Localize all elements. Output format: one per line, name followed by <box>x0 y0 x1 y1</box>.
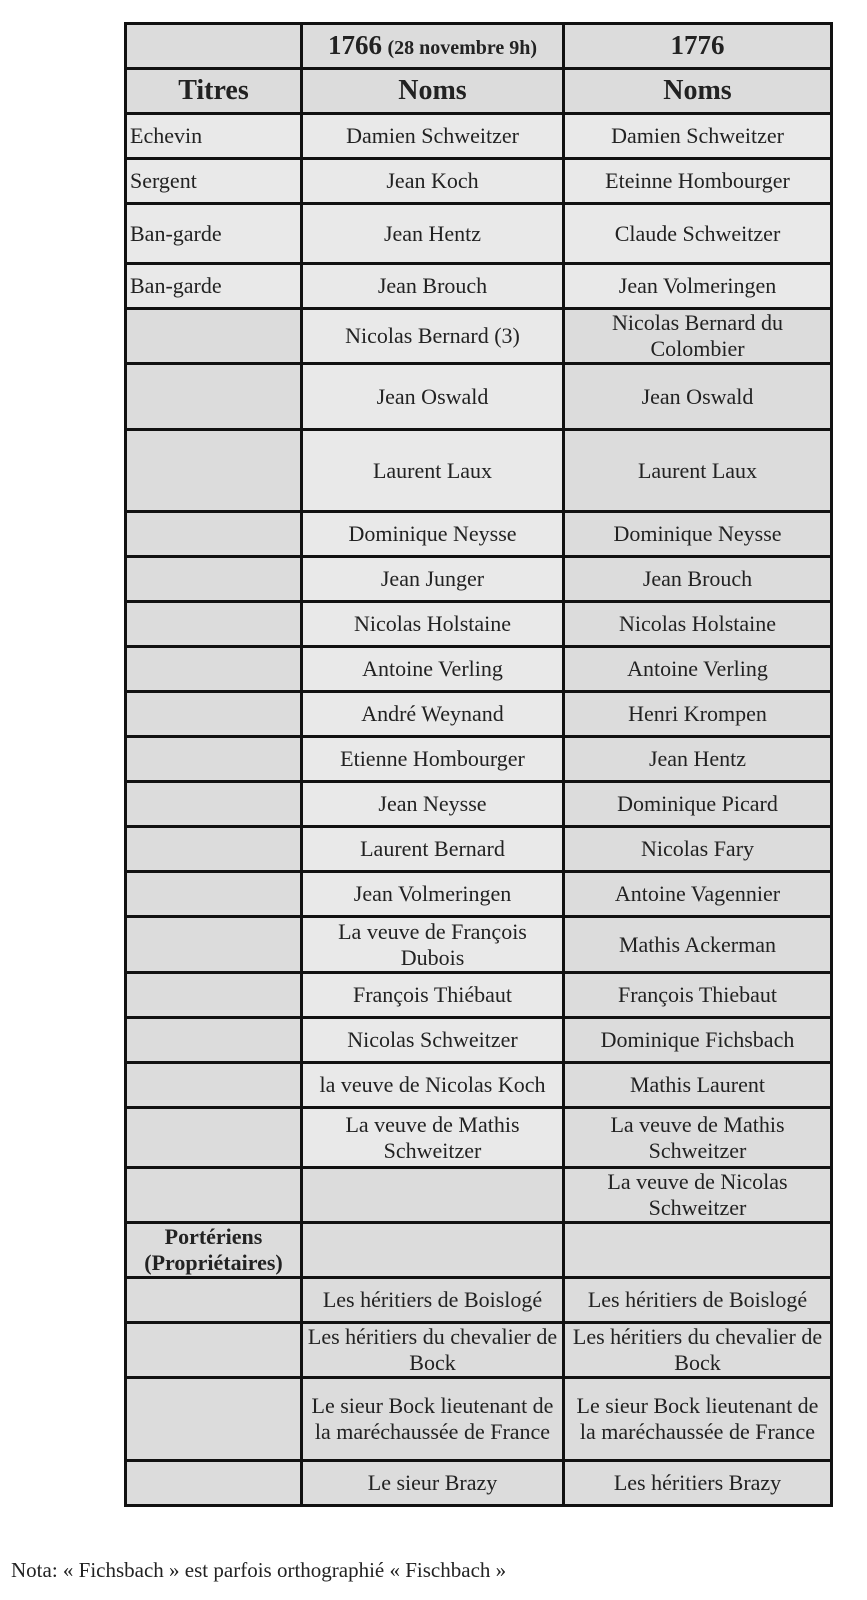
table-row-section-porteriens <box>126 1223 832 1278</box>
header-year-1766 <box>302 24 564 69</box>
table-row <box>126 1168 832 1223</box>
name-1776-cell: Les héritiers Brazy <box>564 1461 832 1506</box>
table-row <box>126 872 832 917</box>
name-1776-cell: Jean Brouch <box>564 557 832 602</box>
table-row <box>126 827 832 872</box>
title-cell <box>126 1168 302 1223</box>
name-1766-cell: La veuve de Mathis Schweitzer <box>302 1108 564 1168</box>
name-1776-cell: Jean Oswald <box>564 364 832 430</box>
title-cell <box>126 512 302 557</box>
titres-label: Titres <box>178 74 249 106</box>
table-row <box>126 1278 832 1323</box>
title-cell: Ban-garde <box>126 204 302 264</box>
name-1766-cell: Antoine Verling <box>302 647 564 692</box>
name-1766-cell: Jean Oswald <box>302 364 564 430</box>
header-row-years <box>126 24 832 69</box>
name-1766-cell: Laurent Laux <box>302 430 564 512</box>
name-1766-cell: La veuve de François Dubois <box>302 917 564 973</box>
table-row <box>126 1461 832 1506</box>
header-noms-1766 <box>302 69 564 114</box>
name-1766-cell: Jean Junger <box>302 557 564 602</box>
title-cell <box>126 1108 302 1168</box>
name-1766-cell: Les héritiers de Boislogé <box>302 1278 564 1323</box>
name-1776-cell: Jean Volmeringen <box>564 264 832 309</box>
title-cell <box>126 1063 302 1108</box>
name-1776-cell: Eteinne Hombourger <box>564 159 832 204</box>
table-row <box>126 204 832 264</box>
table-row <box>126 512 832 557</box>
table-row <box>126 917 832 973</box>
name-1766-cell: Le sieur Bock lieutenant de la maréchaussée de France <box>302 1378 564 1461</box>
table-row <box>126 1108 832 1168</box>
name-1766-cell: Etienne Hombourger <box>302 737 564 782</box>
title-cell <box>126 872 302 917</box>
name-1776-cell: La veuve de Nicolas Schweitzer <box>564 1168 832 1223</box>
noms-1776-label: Noms <box>663 74 732 106</box>
name-1766-cell: André Weynand <box>302 692 564 737</box>
name-1776-cell: Les héritiers du chevalier de Bock <box>564 1323 832 1378</box>
name-1776-cell: Le sieur Bock lieutenant de la maréchaussée de France <box>564 1378 832 1461</box>
header-empty-cell <box>126 24 302 69</box>
year-1776-label: 1776 <box>670 30 725 60</box>
name-1776-cell: Dominique Fichsbach <box>564 1018 832 1063</box>
title-cell: Echevin <box>126 114 302 159</box>
title-cell <box>126 737 302 782</box>
header-row-columns <box>126 69 832 114</box>
name-1776-cell: Dominique Picard <box>564 782 832 827</box>
table-row <box>126 1378 832 1461</box>
table-row <box>126 309 832 364</box>
table-row <box>126 1063 832 1108</box>
names-table <box>124 22 833 1507</box>
title-cell <box>126 557 302 602</box>
name-1766-cell: Le sieur Brazy <box>302 1461 564 1506</box>
name-1766-cell: la veuve de Nicolas Koch <box>302 1063 564 1108</box>
table-row <box>126 737 832 782</box>
title-cell <box>126 1461 302 1506</box>
table-row <box>126 159 832 204</box>
header-year-1776 <box>564 24 832 69</box>
table-row <box>126 1018 832 1063</box>
name-1766-cell: Damien Schweitzer <box>302 114 564 159</box>
name-1766-cell: Jean Koch <box>302 159 564 204</box>
header-titres <box>126 69 302 114</box>
table-row <box>126 602 832 647</box>
name-1776-cell: Nicolas Holstaine <box>564 602 832 647</box>
nota-footnote: Nota: « Fichsbach » est parfois orthographié « Fischbach » <box>11 1558 507 1582</box>
name-1776-cell: Henri Krompen <box>564 692 832 737</box>
name-1776-cell: Antoine Vagennier <box>564 872 832 917</box>
title-cell <box>126 1323 302 1378</box>
name-1776-cell: Laurent Laux <box>564 430 832 512</box>
porteriens-title-cell: Portériens (Propriétaires) <box>126 1223 302 1278</box>
name-1766-cell: Jean Neysse <box>302 782 564 827</box>
name-1766-cell: Dominique Neysse <box>302 512 564 557</box>
name-1766-cell: Laurent Bernard <box>302 827 564 872</box>
name-1776-cell: Jean Hentz <box>564 737 832 782</box>
table-row <box>126 692 832 737</box>
name-1776-cell: Claude Schweitzer <box>564 204 832 264</box>
title-cell <box>126 309 302 364</box>
name-1766-cell <box>302 1168 564 1223</box>
name-1766-cell: Nicolas Holstaine <box>302 602 564 647</box>
table-row <box>126 647 832 692</box>
table-row <box>126 364 832 430</box>
name-1776-cell: Mathis Laurent <box>564 1063 832 1108</box>
title-cell: Sergent <box>126 159 302 204</box>
name-1766-cell <box>302 1223 564 1278</box>
name-1776-cell <box>564 1223 832 1278</box>
table-row <box>126 114 832 159</box>
title-cell <box>126 1018 302 1063</box>
name-1776-cell: François Thiebaut <box>564 973 832 1018</box>
year-1766-note: (28 novembre 9h) <box>387 36 538 59</box>
name-1776-cell: Mathis Ackerman <box>564 917 832 973</box>
title-cell <box>126 647 302 692</box>
title-cell <box>126 364 302 430</box>
title-cell <box>126 430 302 512</box>
title-cell <box>126 917 302 973</box>
table-row <box>126 557 832 602</box>
name-1776-cell: Nicolas Fary <box>564 827 832 872</box>
table-row <box>126 1323 832 1378</box>
title-cell <box>126 827 302 872</box>
name-1766-cell: Nicolas Schweitzer <box>302 1018 564 1063</box>
table-row <box>126 264 832 309</box>
header-noms-1776 <box>564 69 832 114</box>
name-1776-cell: Les héritiers de Boislogé <box>564 1278 832 1323</box>
name-1766-cell: Jean Volmeringen <box>302 872 564 917</box>
name-1776-cell: La veuve de Mathis Schweitzer <box>564 1108 832 1168</box>
year-1766-label: 1766 <box>327 29 382 60</box>
title-cell <box>126 973 302 1018</box>
noms-1766-label: Noms <box>398 74 467 106</box>
title-cell <box>126 782 302 827</box>
name-1766-cell: Les héritiers du chevalier de Bock <box>302 1323 564 1378</box>
table-row <box>126 430 832 512</box>
name-1776-cell: Nicolas Bernard du Colombier <box>564 309 832 364</box>
title-cell: Ban-garde <box>126 264 302 309</box>
title-cell <box>126 1278 302 1323</box>
name-1776-cell: Antoine Verling <box>564 647 832 692</box>
name-1766-cell: François Thiébaut <box>302 973 564 1018</box>
name-1766-cell: Nicolas Bernard (3) <box>302 309 564 364</box>
name-1766-cell: Jean Hentz <box>302 204 564 264</box>
name-1766-cell: Jean Brouch <box>302 264 564 309</box>
table-row <box>126 782 832 827</box>
title-cell <box>126 692 302 737</box>
name-1776-cell: Damien Schweitzer <box>564 114 832 159</box>
table-row <box>126 973 832 1018</box>
title-cell <box>126 1378 302 1461</box>
name-1776-cell: Dominique Neysse <box>564 512 832 557</box>
title-cell <box>126 602 302 647</box>
